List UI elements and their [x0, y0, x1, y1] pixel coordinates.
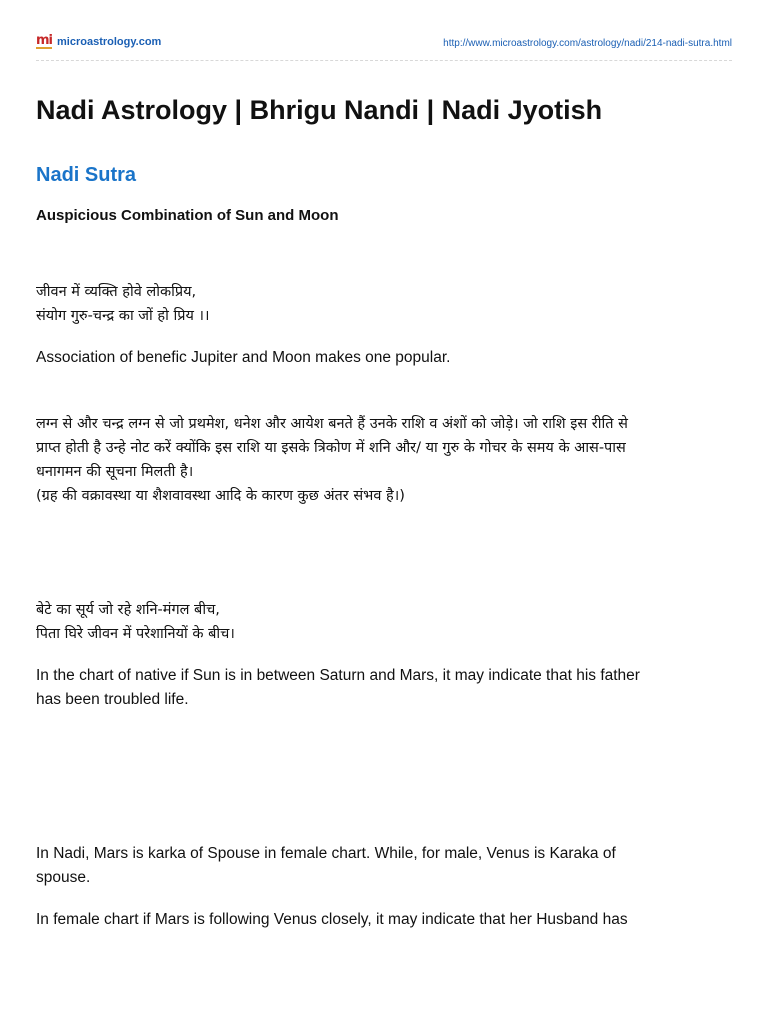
couplet-2-line-1: बेटे का सूर्य जो रहे शनि-मंगल बीच, [36, 602, 220, 618]
couplet-1-line-1: जीवन में व्यक्ति होवे लोकप्रिय, [36, 284, 197, 300]
hindi-couplet-2 [36, 598, 736, 646]
translation-1: Association of benefic Jupiter and Moon makes one popular. [36, 349, 451, 366]
header-divider [36, 60, 732, 61]
page-title: Nadi Astrology | Bhrigu Nandi | Nadi Jyotish [36, 95, 603, 125]
translation-2-line-2: has been troubled life. [36, 691, 189, 708]
couplet-2-line-2: पिता घिरे जीवन में परेशानियों के बीच। [36, 626, 235, 642]
site-name-link[interactable]: microastrology.com [57, 35, 162, 48]
paragraph-3 [36, 842, 736, 890]
site-logo[interactable] [36, 34, 161, 49]
paragraph-3-line-1: In Nadi, Mars is karka of Spouse in female chart. While, for male, Venus is Karaka of [36, 845, 616, 862]
hindi-paragraph-line-4: (ग्रह की वक्रावस्था या शैशवावस्था आदि के कारण कुछ अंतर संभव है।) [36, 488, 405, 504]
couplet-1-line-2: संयोग गुरु-चन्द्र का जों हो प्रिय ।। [36, 308, 210, 324]
hindi-couplet-1 [36, 280, 736, 328]
translation-2 [36, 664, 736, 712]
hindi-paragraph-line-3: धनागमन की सूचना मिलती है। [36, 464, 194, 480]
translation-2-line-1: In the chart of native if Sun is in between Saturn and Mars, it may indicate that his father [36, 667, 640, 684]
hindi-paragraph [36, 412, 736, 508]
hindi-paragraph-line-2: प्राप्त होती है उन्हे नोट करें क्योंकि इस राशि या इसके त्रिकोण में शनि और/ या गुरु के गोचर के समय के आस-पास [36, 440, 626, 456]
paragraph-4: In female chart if Mars is following Venus closely, it may indicate that her Husband has [36, 911, 628, 928]
article-body [36, 90, 736, 932]
section-title: Nadi Sutra [36, 164, 137, 186]
paragraph-3-line-2: spouse. [36, 869, 91, 886]
page-header [36, 34, 732, 56]
logo-mark-icon: mi [36, 33, 53, 48]
hindi-paragraph-line-1: लग्न से और चन्द्र लग्न से जो प्रथमेश, धनेश और आयेश बनते हैं उनके राशि व अंशों को जोड़े। जो राशि इस रीति से [36, 416, 628, 432]
article-subtitle: Auspicious Combination of Sun and Moon [36, 207, 339, 224]
page-url-link[interactable]: http://www.microastrology.com/astrology/nadi/214-nadi-sutra.html [443, 38, 732, 49]
